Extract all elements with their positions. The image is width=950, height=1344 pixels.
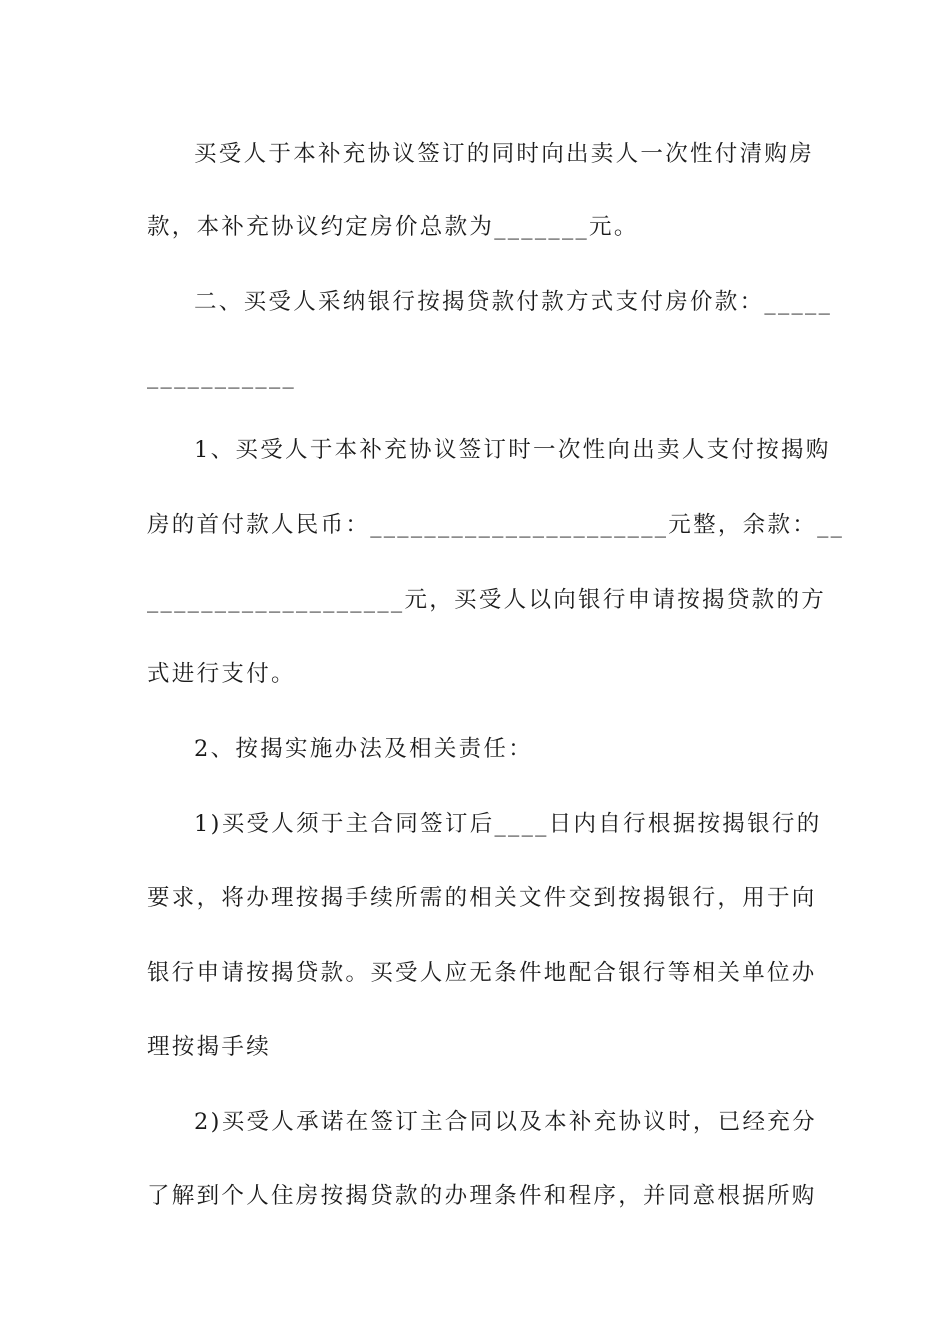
clause-1-line-3: ___________________元，买受人以向银行申请按揭贷款的方 bbox=[147, 587, 827, 613]
section-heading-2: 二、买受人采纳银行按揭贷款付款方式支付房价款：_____ bbox=[194, 289, 833, 315]
item-1-line-2: 要求，将办理按揭手续所需的相关文件交到按揭银行，用于向 bbox=[147, 885, 817, 911]
item-2-line-1: 2)买受人承诺在签订主合同以及本补充协议时，已经充分 bbox=[194, 1109, 817, 1135]
paragraph-line-1: 买受人于本补充协议签订的同时向出卖人一次性付清购房 bbox=[194, 141, 815, 167]
paragraph-line-2: 款，本补充协议约定房价总款为_______元。 bbox=[147, 214, 639, 240]
item-1-line-3: 银行申请按揭贷款。买受人应无条件地配合银行等相关单位办 bbox=[147, 960, 817, 986]
item-2-line-2: 了解到个人住房按揭贷款的办理条件和程序，并同意根据所购 bbox=[147, 1183, 817, 1209]
clause-1-line-2: 房的首付款人民币：______________________元整，余款：__ bbox=[147, 512, 845, 538]
clause-1-line-1: 1、买受人于本补充协议签订时一次性向出卖人支付按揭购 bbox=[194, 437, 831, 463]
item-1-line-4: 理按揭手续 bbox=[147, 1034, 272, 1060]
blank-line: ___________ bbox=[147, 363, 297, 389]
item-1-line-1: 1)买受人须于主合同签订后____日内自行根据按揭银行的 bbox=[194, 811, 822, 837]
clause-2-heading: 2、按揭实施办法及相关责任： bbox=[194, 736, 534, 762]
clause-1-line-4: 式进行支付。 bbox=[147, 661, 296, 687]
